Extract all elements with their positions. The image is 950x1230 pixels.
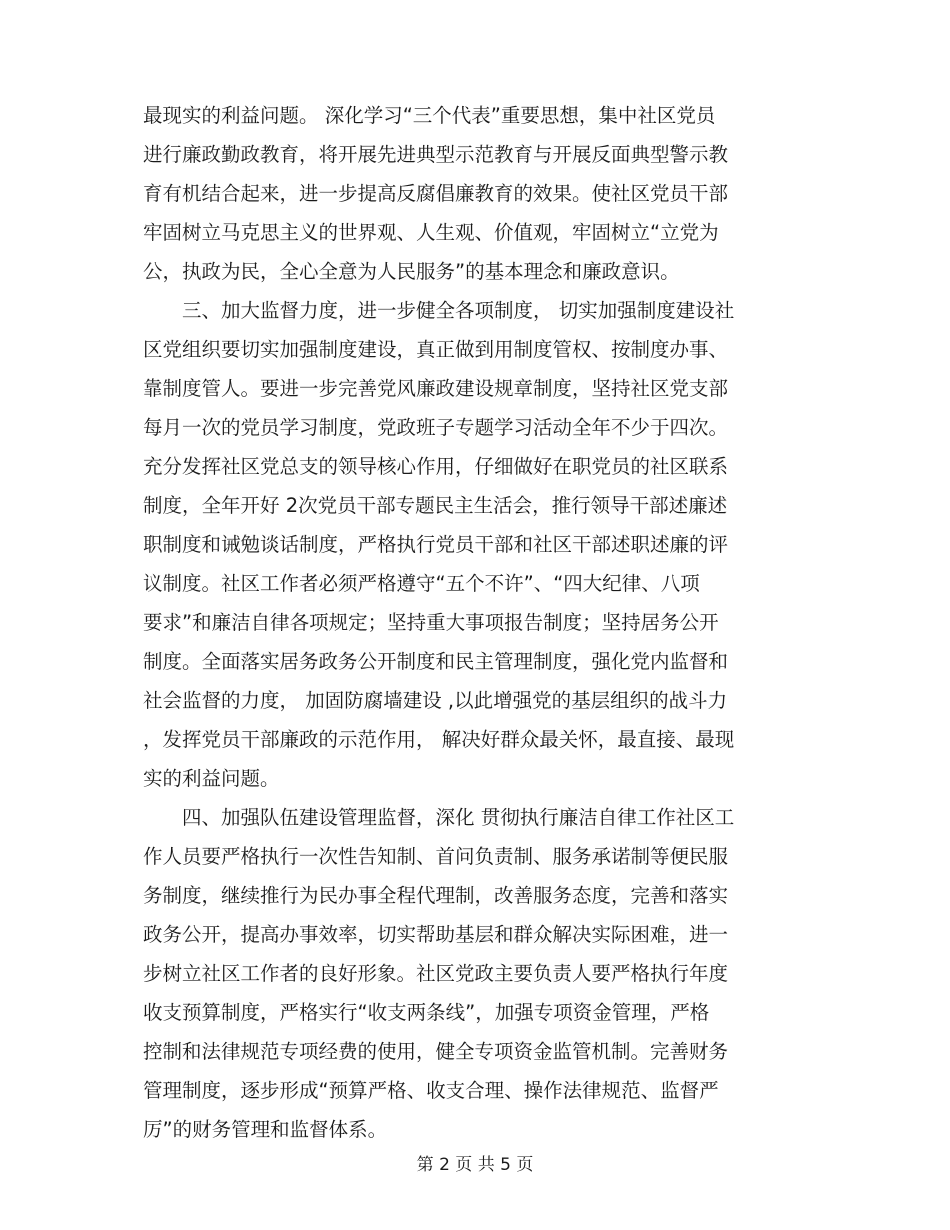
text-line: 收支预算制度，严格实行“收支两条线”，加强专项资金管理，严格 bbox=[143, 1001, 710, 1024]
text-line: 育有机结合起来，进一步提高反腐倡廉教育的效果。使社区党员干部 bbox=[143, 182, 729, 205]
text-line: 每月一次的党员学习制度，党政班子专题学习活动全年不少于四次。 bbox=[143, 416, 729, 439]
text-line: 实的利益问题。 bbox=[143, 767, 280, 790]
text-line: 牢固树立马克思主义的世界观、人生观、价值观，牢固树立“立党为 bbox=[143, 221, 719, 244]
text-line: 公，执政为民，全心全意为人民服务”的基本理念和廉政意识。 bbox=[143, 260, 680, 283]
text-line: 职制度和诫勉谈话制度，严格执行党员干部和社区干部述职述廉的评 bbox=[143, 533, 729, 556]
text-line: ，发挥党员干部廉政的示范作用， 解决好群众最关怀，最直接、最现 bbox=[143, 728, 735, 751]
text-line: 控制和法律规范专项经费的使用，健全专项资金监管机制。完善财务 bbox=[143, 1040, 729, 1063]
text-line: 充分发挥社区党总支的领导核心作用，仔细做好在职党员的社区联系 bbox=[143, 455, 729, 478]
text-line: 社会监督的力度， 加固防腐墙建设 ,以此增强党的基层组织的战斗力 bbox=[143, 689, 728, 712]
text-line: 三、加大监督力度，进一步健全各项制度， 切实加强制度建设社 bbox=[143, 299, 735, 322]
text-line: 要求”和廉洁自律各项规定；坚持重大事项报告制度；坚持居务公开 bbox=[143, 611, 719, 634]
text-line: 制度。全面落实居务政务公开制度和民主管理制度，强化党内监督和 bbox=[143, 650, 729, 673]
text-line: 议制度。社区工作者必须严格遵守“五个不许”、“四大纪律、八项 bbox=[143, 572, 700, 595]
text-line: 管理制度，逐步形成“预算严格、收支合理、操作法律规范、监督严 bbox=[143, 1079, 719, 1102]
text-line: 靠制度管人。要进一步完善党风廉政建设规章制度，坚持社区党支部 bbox=[143, 377, 729, 400]
page-number-footer: 第 2 页 共 5 页 bbox=[416, 1155, 534, 1175]
document-body bbox=[143, 96, 808, 1149]
text-line: 步树立社区工作者的良好形象。社区党政主要负责人要严格执行年度 bbox=[143, 962, 729, 985]
text-line: 制度，全年开好 2次党员干部专题民主生活会，推行领导干部述廉述 bbox=[143, 494, 728, 517]
text-line: 四、加强队伍建设管理监督，深化 贯彻执行廉洁自律工作社区工 bbox=[143, 806, 735, 829]
text-line: 厉”的财务管理和监督体系。 bbox=[143, 1118, 388, 1141]
text-line: 政务公开，提高办事效率，切实帮助基层和群众解决实际困难，进一 bbox=[143, 923, 729, 946]
text-line: 最现实的利益问题。 深化学习“三个代表”重要思想，集中社区党员 bbox=[143, 104, 716, 127]
text-line: 务制度，继续推行为民办事全程代理制，改善服务态度，完善和落实 bbox=[143, 884, 729, 907]
text-line: 区党组织要切实加强制度建设，真正做到用制度管权、按制度办事、 bbox=[143, 338, 729, 361]
text-line: 作人员要严格执行一次性告知制、首问负责制、服务承诺制等便民服 bbox=[143, 845, 729, 868]
text-line: 进行廉政勤政教育，将开展先进典型示范教育与开展反面典型警示教 bbox=[143, 143, 729, 166]
